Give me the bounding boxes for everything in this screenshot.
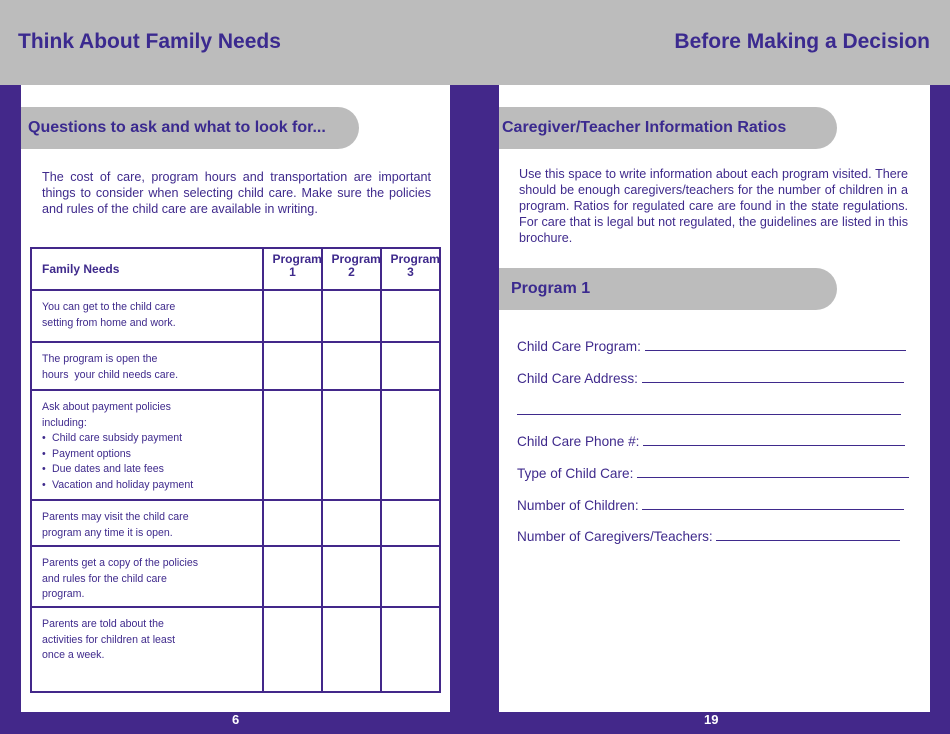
header-program-1-label: Program 1 — [272, 252, 322, 279]
row-2-text: The program is open the hours your child needs care. — [31, 342, 263, 390]
row-4-program-2-cell[interactable] — [322, 500, 381, 546]
row-4-text: Parents may visit the child care program any time it is open. — [31, 500, 263, 546]
list-item: • Payment options — [42, 447, 252, 463]
list-item: • Child care subsidy payment — [42, 431, 252, 447]
table-header-row — [31, 248, 440, 290]
page-number-left: 6 — [232, 712, 240, 727]
left-page — [21, 85, 450, 712]
right-page — [499, 85, 930, 712]
header-family-needs: Family Needs — [31, 248, 263, 290]
field-type-of-child-care[interactable] — [517, 466, 909, 481]
header-program-1 — [263, 248, 322, 290]
row-2-program-3-cell[interactable] — [381, 342, 440, 390]
header-program-3-label: Program 3 — [390, 252, 440, 279]
field-number-of-children[interactable] — [517, 498, 904, 513]
field-child-care-phone[interactable] — [517, 434, 905, 449]
row-3-cell — [31, 390, 263, 500]
left-page-title: Think About Family Needs — [18, 30, 281, 53]
row-5-program-2-cell[interactable] — [322, 546, 381, 607]
row-2-program-1-cell[interactable] — [263, 342, 322, 390]
field-label: Child Care Program: — [517, 339, 641, 354]
field-blank[interactable] — [645, 340, 906, 351]
table-row — [31, 500, 440, 546]
field-blank[interactable] — [642, 372, 904, 383]
row-6-program-3-cell[interactable] — [381, 607, 440, 692]
program-1-title: Program 1 — [499, 268, 837, 310]
intro-paragraph-right: Use this space to write information about each program visited. There should be enough caregivers/teachers for the number of children in a program. Ratios for regulated care are found in the state regulations. For care that is legal but not regulated, the guidelines are listed in this brochure. — [519, 167, 908, 245]
field-label: Child Care Address: — [517, 371, 638, 386]
table-row — [31, 607, 440, 692]
row-3-program-3-cell[interactable] — [381, 390, 440, 500]
field-label: Number of Children: — [517, 498, 639, 513]
row-6-program-1-cell[interactable] — [263, 607, 322, 692]
field-blank[interactable] — [642, 499, 904, 510]
field-blank[interactable] — [637, 467, 909, 478]
table-row — [31, 390, 440, 500]
table-row — [31, 342, 440, 390]
row-3-program-1-cell[interactable] — [263, 390, 322, 500]
row-4-program-3-cell[interactable] — [381, 500, 440, 546]
list-item: • Vacation and holiday payment — [42, 478, 252, 494]
header-program-3 — [381, 248, 440, 290]
row-1-program-3-cell[interactable] — [381, 290, 440, 342]
field-blank[interactable] — [517, 404, 901, 415]
table-row — [31, 546, 440, 607]
right-page-title: Before Making a Decision — [674, 30, 930, 53]
list-item: • Due dates and late fees — [42, 462, 252, 478]
header-program-2 — [322, 248, 381, 290]
row-2-program-2-cell[interactable] — [322, 342, 381, 390]
row-1-program-2-cell[interactable] — [322, 290, 381, 342]
field-label: Child Care Phone #: — [517, 434, 640, 449]
family-needs-table — [30, 247, 441, 693]
header-bar — [0, 0, 950, 85]
row-1-text: You can get to the child care setting from home and work. — [31, 290, 263, 342]
row-3-program-2-cell[interactable] — [322, 390, 381, 500]
page-number-right: 19 — [704, 712, 719, 727]
row-3-text: Ask about payment policies including: — [42, 401, 171, 429]
intro-paragraph-left: The cost of care, program hours and transportation are important things to consider when selecting child care. Make sure the policies and rules of the child care are available in writing. — [42, 170, 431, 216]
field-address-line-2[interactable] — [517, 403, 901, 418]
row-4-program-1-cell[interactable] — [263, 500, 322, 546]
row-6-text: Parents are told about the activities for children at least once a week. — [31, 607, 263, 692]
header-program-2-label: Program 2 — [331, 252, 381, 279]
section-title-questions: Questions to ask and what to look for... — [21, 107, 359, 149]
row-1-program-1-cell[interactable] — [263, 290, 322, 342]
field-blank[interactable] — [643, 435, 905, 446]
field-child-care-address[interactable] — [517, 371, 904, 386]
field-child-care-program[interactable] — [517, 339, 906, 354]
row-5-program-1-cell[interactable] — [263, 546, 322, 607]
payment-options-list — [42, 431, 252, 493]
row-5-text: Parents get a copy of the policies and rules for the child care program. — [31, 546, 263, 607]
table-row — [31, 290, 440, 342]
field-blank[interactable] — [716, 530, 900, 541]
row-5-program-3-cell[interactable] — [381, 546, 440, 607]
field-label: Number of Caregivers/Teachers: — [517, 529, 713, 544]
field-label: Type of Child Care: — [517, 466, 634, 481]
field-number-of-caregivers[interactable] — [517, 529, 900, 544]
row-6-program-2-cell[interactable] — [322, 607, 381, 692]
section-title-ratios: Caregiver/Teacher Information Ratios — [499, 107, 837, 149]
